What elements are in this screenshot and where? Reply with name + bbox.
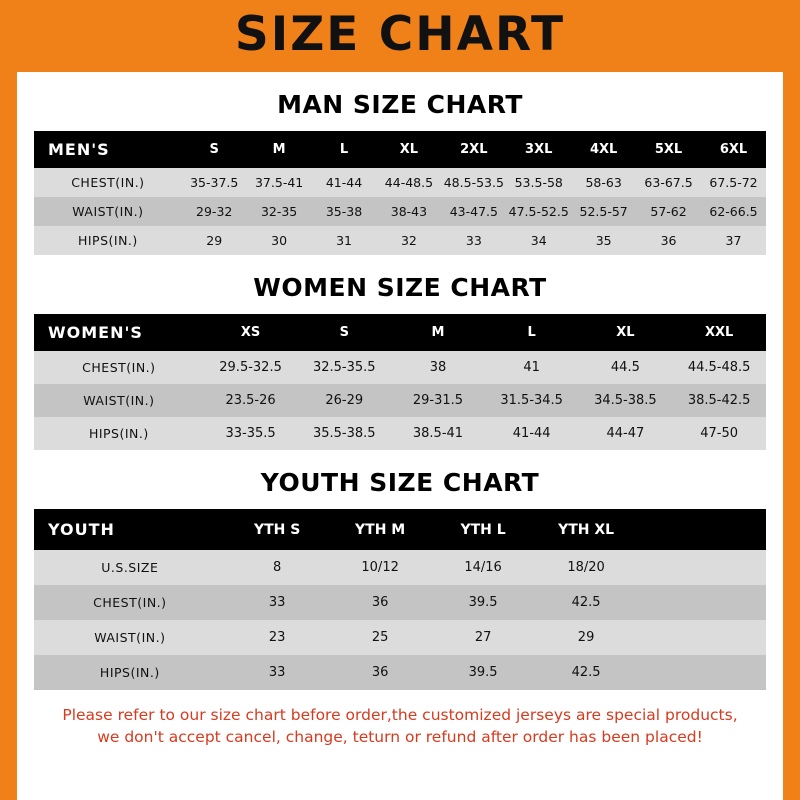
men-col-header: XL	[376, 131, 441, 168]
women-cell: 23.5-26	[204, 384, 298, 417]
men-cell: 37	[701, 226, 766, 255]
table-row	[34, 168, 766, 197]
table-row	[34, 620, 766, 655]
youth-cell: 39.5	[432, 585, 535, 620]
youth-table-wrap	[17, 509, 783, 690]
men-cell: 35-37.5	[182, 168, 247, 197]
table-row	[34, 351, 766, 384]
women-size-table	[34, 314, 766, 450]
women-row-header-label: WOMEN'S	[34, 314, 204, 351]
youth-cell: 25	[329, 620, 432, 655]
youth-cell: 14/16	[432, 550, 535, 585]
women-cell: 31.5-34.5	[485, 384, 579, 417]
men-cell: 37.5-41	[247, 168, 312, 197]
men-col-header: 2XL	[441, 131, 506, 168]
men-row-label: WAIST(IN.)	[34, 197, 182, 226]
youth-cell: 29	[535, 620, 638, 655]
women-col-header: XL	[579, 314, 673, 351]
youth-section-title: YOUTH SIZE CHART	[260, 468, 540, 497]
youth-col-header: YTH L	[432, 509, 535, 550]
women-cell: 44.5	[579, 351, 673, 384]
men-cell: 48.5-53.5	[441, 168, 506, 197]
women-cell: 38.5-42.5	[672, 384, 766, 417]
youth-table-head	[34, 509, 766, 550]
table-row	[34, 226, 766, 255]
men-cell: 31	[312, 226, 377, 255]
women-cell: 44.5-48.5	[672, 351, 766, 384]
youth-cell: 42.5	[535, 585, 638, 620]
women-cell: 44-47	[579, 417, 673, 450]
men-size-table	[34, 131, 766, 255]
men-row-label: CHEST(IN.)	[34, 168, 182, 197]
youth-table-body	[34, 550, 766, 690]
men-cell: 32	[376, 226, 441, 255]
youth-col-header: YTH XL	[535, 509, 638, 550]
table-row	[34, 417, 766, 450]
women-cell: 32.5-35.5	[297, 351, 391, 384]
women-cell: 26-29	[297, 384, 391, 417]
men-col-header: 6XL	[701, 131, 766, 168]
youth-row-header-label: YOUTH	[34, 509, 226, 550]
women-section-title: WOMEN SIZE CHART	[253, 273, 547, 302]
men-cell: 35-38	[312, 197, 377, 226]
women-table-body	[34, 351, 766, 450]
men-col-header: 5XL	[636, 131, 701, 168]
youth-cell-spacer	[638, 655, 766, 690]
youth-col-header: YTH S	[226, 509, 329, 550]
table-row	[34, 550, 766, 585]
men-table-body	[34, 168, 766, 255]
content	[0, 90, 800, 749]
footer-note-line-2: we don't accept cancel, change, teturn or refund after order has been placed!	[97, 728, 703, 747]
youth-cell: 27	[432, 620, 535, 655]
men-cell: 57-62	[636, 197, 701, 226]
men-cell: 36	[636, 226, 701, 255]
men-table-wrap	[17, 131, 783, 255]
men-cell: 63-67.5	[636, 168, 701, 197]
men-cell: 41-44	[312, 168, 377, 197]
women-cell: 47-50	[672, 417, 766, 450]
table-header-row	[34, 509, 766, 550]
youth-cell: 33	[226, 655, 329, 690]
men-cell: 62-66.5	[701, 197, 766, 226]
men-cell: 33	[441, 226, 506, 255]
youth-cell: 8	[226, 550, 329, 585]
table-header-row	[34, 131, 766, 168]
women-cell: 41	[485, 351, 579, 384]
women-cell: 29.5-32.5	[204, 351, 298, 384]
women-cell: 34.5-38.5	[579, 384, 673, 417]
women-row-label: HIPS(IN.)	[34, 417, 204, 450]
table-row	[34, 585, 766, 620]
women-table-head	[34, 314, 766, 351]
men-cell: 67.5-72	[701, 168, 766, 197]
youth-cell-spacer	[638, 620, 766, 655]
youth-cell: 42.5	[535, 655, 638, 690]
youth-col-header-spacer	[638, 509, 766, 550]
table-row	[34, 384, 766, 417]
men-table-head	[34, 131, 766, 168]
women-row-label: CHEST(IN.)	[34, 351, 204, 384]
women-cell: 29-31.5	[391, 384, 485, 417]
youth-cell-spacer	[638, 550, 766, 585]
women-col-header: L	[485, 314, 579, 351]
table-header-row	[34, 314, 766, 351]
youth-row-label: WAIST(IN.)	[34, 620, 226, 655]
youth-cell: 39.5	[432, 655, 535, 690]
men-cell: 34	[506, 226, 571, 255]
women-row-label: WAIST(IN.)	[34, 384, 204, 417]
youth-cell: 23	[226, 620, 329, 655]
youth-cell: 33	[226, 585, 329, 620]
men-cell: 44-48.5	[376, 168, 441, 197]
men-cell: 53.5-58	[506, 168, 571, 197]
men-col-header: S	[182, 131, 247, 168]
youth-cell: 18/20	[535, 550, 638, 585]
header-band	[0, 0, 800, 72]
youth-row-label: HIPS(IN.)	[34, 655, 226, 690]
women-cell: 35.5-38.5	[297, 417, 391, 450]
table-row	[34, 197, 766, 226]
men-cell: 38-43	[376, 197, 441, 226]
women-col-header: S	[297, 314, 391, 351]
men-cell: 29	[182, 226, 247, 255]
youth-cell: 36	[329, 585, 432, 620]
women-cell: 38	[391, 351, 485, 384]
women-cell: 38.5-41	[391, 417, 485, 450]
men-cell: 35	[571, 226, 636, 255]
footer-note-line-1: Please refer to our size chart before order,the customized jerseys are special products,	[62, 706, 738, 724]
youth-row-label: CHEST(IN.)	[34, 585, 226, 620]
youth-cell-spacer	[638, 585, 766, 620]
footer-note	[17, 704, 783, 749]
men-col-header: L	[312, 131, 377, 168]
youth-col-header: YTH M	[329, 509, 432, 550]
men-col-header: 3XL	[506, 131, 571, 168]
men-col-header: 4XL	[571, 131, 636, 168]
men-cell: 52.5-57	[571, 197, 636, 226]
women-col-header: XS	[204, 314, 298, 351]
men-col-header: M	[247, 131, 312, 168]
women-col-header: M	[391, 314, 485, 351]
page-title: SIZE CHART	[234, 7, 566, 62]
women-table-wrap	[17, 314, 783, 450]
youth-row-label: U.S.SIZE	[34, 550, 226, 585]
women-cell: 41-44	[485, 417, 579, 450]
men-row-label: HIPS(IN.)	[34, 226, 182, 255]
youth-size-table	[34, 509, 766, 690]
men-cell: 29-32	[182, 197, 247, 226]
men-cell: 47.5-52.5	[506, 197, 571, 226]
youth-cell: 10/12	[329, 550, 432, 585]
men-cell: 30	[247, 226, 312, 255]
men-section-title: MAN SIZE CHART	[277, 90, 523, 119]
women-col-header: XXL	[672, 314, 766, 351]
men-row-header-label: MEN'S	[34, 131, 182, 168]
men-cell: 43-47.5	[441, 197, 506, 226]
table-row	[34, 655, 766, 690]
youth-cell: 36	[329, 655, 432, 690]
men-cell: 32-35	[247, 197, 312, 226]
men-cell: 58-63	[571, 168, 636, 197]
women-cell: 33-35.5	[204, 417, 298, 450]
